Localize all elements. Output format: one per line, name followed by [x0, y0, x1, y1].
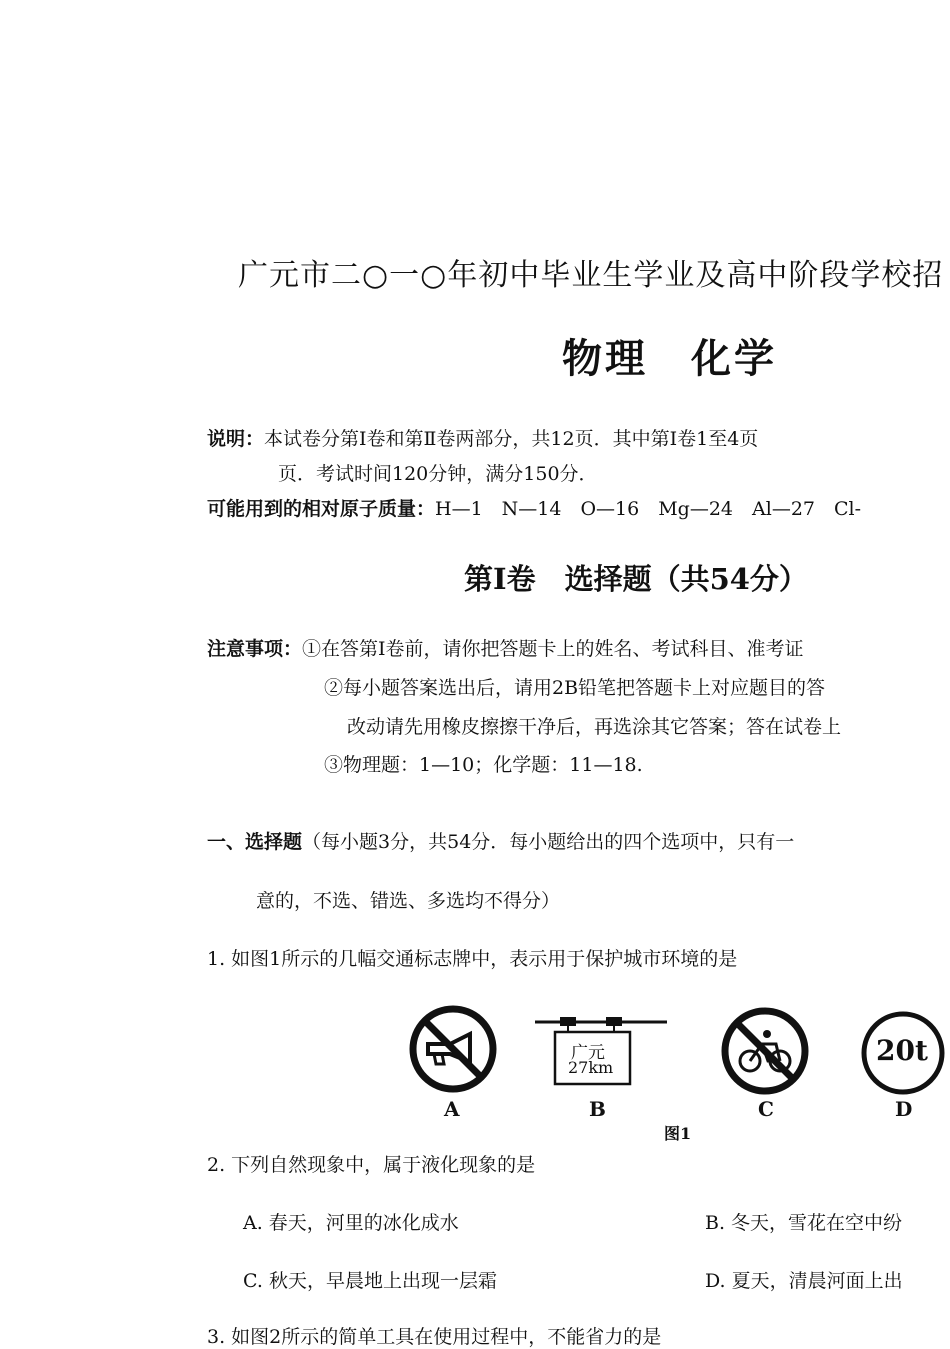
section1-desc: （每小题3分，共54分．每小题给出的四个选项中，只有一	[302, 831, 795, 853]
question-1: 1. 如图1所示的几幅交通标志牌中，表示用于保护城市环境的是	[207, 948, 738, 970]
attention-label: 注意事项：	[207, 638, 303, 660]
q2-option-b: B. 冬天，雪花在空中纷	[705, 1212, 903, 1234]
notes-text-1: 本试卷分第Ⅰ卷和第Ⅱ卷两部分，共12页．其中第Ⅰ卷1至4页	[264, 428, 759, 450]
subject-title: 物理 化学	[562, 335, 777, 382]
part1-title: 第Ⅰ卷 选择题（共54分）	[464, 562, 808, 596]
sign-b-distance: 27km	[568, 1058, 614, 1077]
atomic-mass-label: 可能用到的相对原子质量：	[207, 498, 436, 520]
section1-heading: 一、选择题	[207, 831, 303, 853]
figure-1-caption: 图1	[664, 1124, 692, 1143]
sign-label-c: C	[758, 1097, 774, 1121]
attention-item3: ③物理题：1—10；化学题：11—18.	[324, 754, 643, 776]
notes-line1	[207, 424, 758, 451]
notes-line2: 页．考试时间120分钟，满分150分．	[278, 463, 598, 485]
sign-label-d: D	[895, 1097, 913, 1121]
q2-option-c: C. 秋天，早晨地上出现一层霜	[243, 1270, 497, 1292]
no-bicycle-sign-icon	[720, 1006, 810, 1096]
sign-label-b: B	[589, 1097, 606, 1121]
attention-item2: ②每小题答案选出后，请用2B铅笔把答题卡上对应题目的答	[324, 677, 826, 699]
attention-item1: ①在答第Ⅰ卷前，请你把答题卡上的姓名、考试科目、准考证	[302, 638, 804, 660]
section1-heading-line	[207, 827, 794, 854]
exam-title: 广元市二○一○年初中毕业生学业及高中阶段学校招	[238, 258, 944, 293]
atomic-mass-line	[207, 494, 861, 521]
attention-line1	[207, 634, 804, 661]
notes-label: 说明：	[207, 428, 265, 450]
question-2: 2. 下列自然现象中，属于液化现象的是	[207, 1154, 536, 1176]
attention-item2b: 改动请先用橡皮擦擦干净后，再选涂其它答案；答在试卷上	[347, 716, 842, 738]
sign-d-text: 20t	[876, 1034, 928, 1067]
question-3: 3. 如图2所示的简单工具在使用过程中，不能省力的是	[207, 1326, 662, 1348]
no-horn-sign-icon	[408, 1004, 498, 1094]
section1-desc2: 意的，不选、错选、多选均不得分）	[256, 890, 561, 912]
q2-option-d: D. 夏天，清晨河面上出	[705, 1270, 903, 1292]
sign-b-city: 广元	[571, 1043, 605, 1063]
sign-label-a: A	[444, 1097, 460, 1121]
q2-option-a: A. 春天，河里的冰化成水	[243, 1212, 459, 1234]
atomic-mass-values: H—1 N—14 O—16 Mg—24 Al—27 Cl-	[435, 498, 862, 520]
